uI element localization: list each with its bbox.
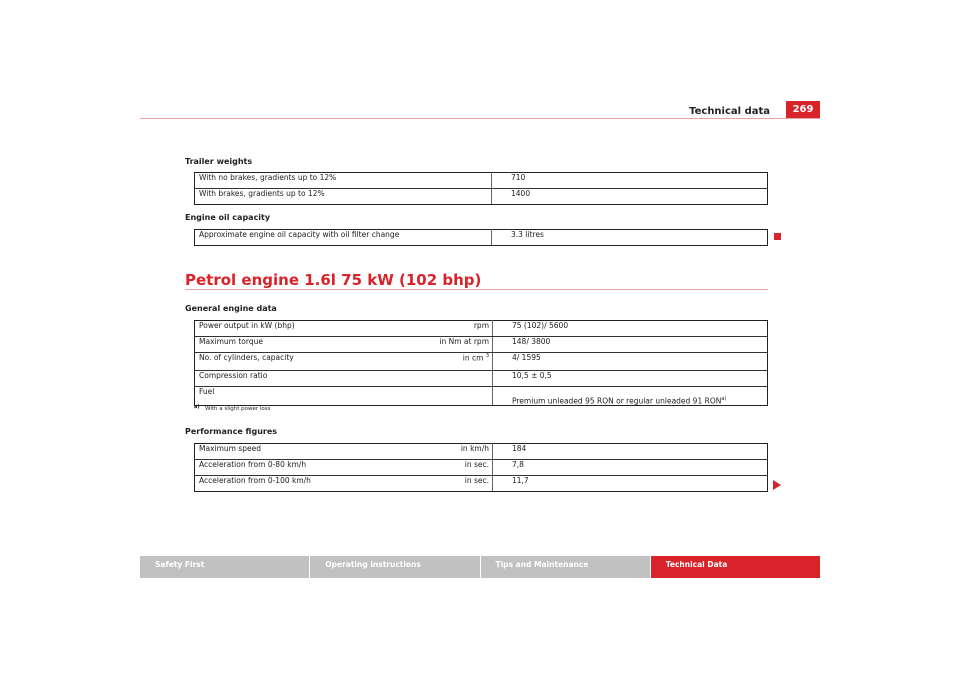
table-row	[195, 387, 768, 406]
header-title: Technical data	[689, 106, 770, 117]
row-unit	[359, 371, 493, 387]
value-text: Premium unleaded 95 RON or regular unleaded 91 RON	[512, 396, 722, 405]
page-number-badge: 269	[786, 101, 820, 119]
general-engine-data-table	[194, 320, 768, 406]
header-rule	[140, 118, 820, 119]
general-engine-data-heading: General engine data	[185, 304, 277, 313]
row-unit	[359, 353, 493, 371]
table-row	[195, 444, 768, 460]
table-row	[195, 476, 768, 492]
table-row	[195, 460, 768, 476]
row-label: Maximum torque	[195, 337, 360, 353]
row-value: 7,8	[493, 460, 768, 476]
section-end-marker-icon	[774, 233, 781, 240]
row-value: 3.3 litres	[492, 230, 768, 246]
table-row	[195, 189, 768, 205]
row-value: 710	[492, 173, 768, 189]
row-label: Acceleration from 0-80 km/h	[195, 460, 360, 476]
row-value: 4/ 1595	[493, 353, 768, 371]
footnote-text: With a slight power loss	[205, 406, 271, 412]
table-row	[195, 337, 768, 353]
row-unit: in km/h	[359, 444, 493, 460]
tab-safety-first[interactable]: Safety First	[140, 556, 309, 578]
table-row	[195, 173, 768, 189]
row-label: Acceleration from 0-100 km/h	[195, 476, 360, 492]
section-title: Petrol engine 1.6l 75 kW (102 bhp)	[185, 271, 482, 289]
row-label: With no brakes, gradients up to 12%	[195, 173, 492, 189]
row-value: 148/ 3800	[493, 337, 768, 353]
row-value: 184	[493, 444, 768, 460]
tab-operating-instructions[interactable]: Operating instructions	[310, 556, 479, 578]
row-unit	[359, 387, 493, 406]
table-row	[195, 371, 768, 387]
row-label: Approximate engine oil capacity with oil filter change	[195, 230, 492, 246]
row-value: 10,5 ± 0,5	[493, 371, 768, 387]
row-label: No. of cylinders, capacity	[195, 353, 360, 371]
tab-technical-data[interactable]: Technical Data	[651, 556, 820, 578]
trailer-weights-heading: Trailer weights	[185, 157, 253, 166]
footnote-ref: a)	[721, 395, 727, 402]
performance-figures-heading: Performance figures	[185, 427, 278, 436]
row-value: 11,7	[493, 476, 768, 492]
row-label: Power output in kW (bhp)	[195, 321, 360, 337]
row-value	[493, 387, 768, 406]
row-label: Maximum speed	[195, 444, 360, 460]
engine-oil-table	[194, 229, 768, 246]
row-label: With brakes, gradients up to 12%	[195, 189, 492, 205]
unit-text: in cm	[462, 353, 484, 363]
row-value: 1400	[492, 189, 768, 205]
row-value: 75 (102)/ 5600	[493, 321, 768, 337]
unit-superscript: 3	[485, 353, 489, 359]
footnote-mark: a)	[194, 404, 200, 410]
row-unit: in sec.	[359, 460, 493, 476]
continue-arrow-icon	[773, 480, 781, 490]
row-label: Compression ratio	[195, 371, 360, 387]
row-unit: in Nm at rpm	[359, 337, 493, 353]
tab-tips-and-maintenance[interactable]: Tips and Maintenance	[481, 556, 650, 578]
section-title-rule	[185, 289, 768, 290]
performance-figures-table	[194, 443, 768, 492]
footer-nav	[140, 556, 820, 578]
table-row	[195, 353, 768, 371]
trailer-weights-table	[194, 172, 768, 205]
row-unit: in sec.	[359, 476, 493, 492]
row-unit: rpm	[359, 321, 493, 337]
engine-oil-heading: Engine oil capacity	[185, 213, 271, 222]
row-label: Fuel	[195, 387, 360, 406]
table-row	[195, 230, 768, 246]
table-row	[195, 321, 768, 337]
